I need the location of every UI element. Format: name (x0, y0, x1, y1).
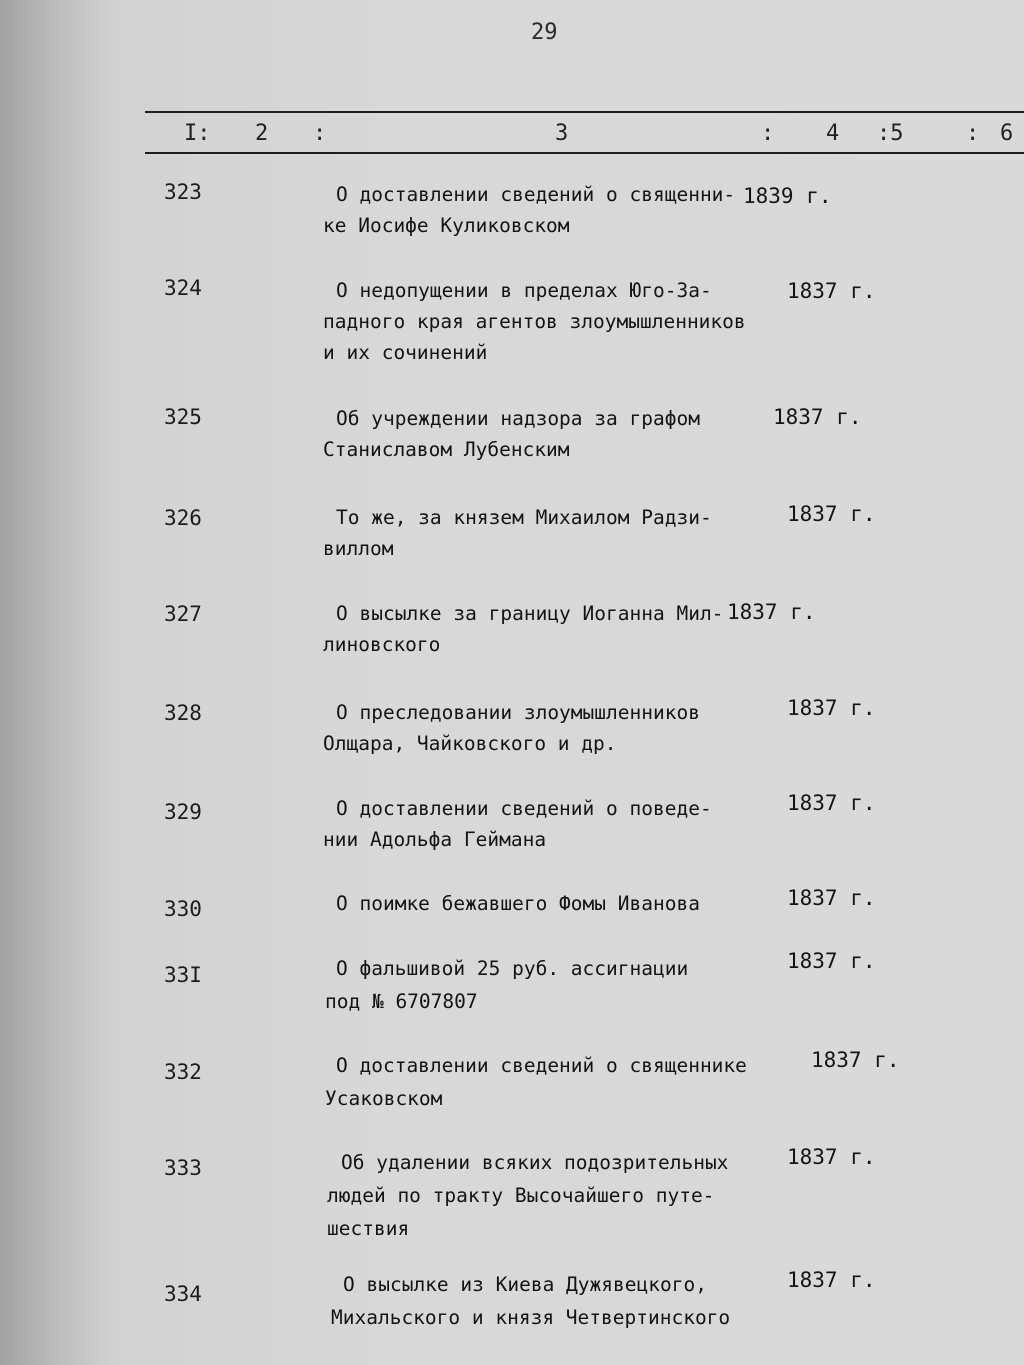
entry-year: 1837 г. (773, 405, 862, 429)
entry-title-line: Станиславом Лубенским (323, 438, 570, 461)
entry-year: 1837 г. (787, 696, 876, 720)
entry-number: 333 (164, 1156, 202, 1180)
entry-number: 328 (164, 701, 202, 725)
entry-number: 332 (164, 1060, 202, 1084)
entry-title-line: виллом (323, 537, 394, 560)
entry-year: 1837 г. (811, 1048, 900, 1072)
header-col-1: I: (184, 121, 211, 146)
entry-number: 330 (164, 897, 202, 921)
header-sep-1: : (313, 121, 327, 146)
entry-title-line: людей по тракту Высочайшего путе- (327, 1184, 715, 1207)
entry-title-line: О доставлении сведений о священнике (336, 1054, 747, 1077)
entry-year: 1837 г. (727, 600, 816, 624)
binding-shadow (0, 0, 110, 1365)
entry-number: 327 (164, 602, 202, 626)
header-col-4: 4 (826, 121, 840, 146)
entry-title-line: линовского (323, 633, 441, 656)
entry-number: 33I (164, 963, 202, 987)
entry-title-line: О доставлении сведений о священни- (336, 183, 736, 206)
header-col-5: :5 (877, 121, 904, 146)
header-rule-bottom (145, 152, 1024, 154)
entry-number: 323 (164, 180, 202, 204)
entry-title-line: шествия (327, 1217, 410, 1240)
entry-number: 326 (164, 506, 202, 530)
entry-number: 334 (164, 1282, 202, 1306)
entry-year: 1837 г. (787, 1268, 876, 1292)
entry-year: 1837 г. (787, 1145, 876, 1169)
header-sep-3: : (966, 121, 980, 146)
page-number: 29 (531, 20, 558, 45)
entry-year: 1837 г. (787, 279, 876, 303)
entry-title-line: О преследовании злоумышленников (336, 701, 700, 724)
entry-year: 1837 г. (787, 502, 876, 526)
entry-year: 1839 г. (743, 184, 832, 208)
entry-number: 325 (164, 405, 202, 429)
header-sep-2: : (761, 121, 775, 146)
entry-title-line: О высылке за границу Иоганна Мил- (336, 602, 724, 625)
entry-title-line: О поимке бежавшего Фомы Иванова (336, 892, 700, 915)
entry-title-line: падного края агентов злоумышленников (323, 310, 746, 333)
header-rule-top (145, 111, 1024, 113)
entry-title-line: Усаковском (325, 1087, 443, 1110)
header-col-6: 6 (1000, 121, 1014, 146)
entry-title-line: Олщара, Чайковского и др. (323, 732, 617, 755)
entry-title-line: О фальшивой 25 руб. ассигнации (336, 957, 689, 980)
header-col-3: 3 (555, 121, 569, 146)
entry-title-line: ке Иосифе Куликовском (323, 214, 570, 237)
entry-title-line: То же, за князем Михаилом Радзи- (336, 506, 712, 529)
entry-year: 1837 г. (787, 886, 876, 910)
entry-title-line: Об учреждении надзора за графом (336, 407, 700, 430)
entry-year: 1837 г. (787, 791, 876, 815)
entry-title-line: Михальского и князя Четвертинского (331, 1306, 731, 1329)
entry-title-line: под № 6707807 (325, 990, 478, 1013)
entry-number: 329 (164, 800, 202, 824)
entry-title-line: и их сочинений (323, 341, 488, 364)
header-col-2: 2 (255, 121, 269, 146)
entry-title-line: О доставлении сведений о поведе- (336, 797, 712, 820)
entry-number: 324 (164, 276, 202, 300)
entry-title-line: Об удалении всяких подозрительных (341, 1151, 729, 1174)
entry-title-line: О высылке из Киева Дужявецкого, (343, 1273, 707, 1296)
entry-title-line: нии Адольфа Геймана (323, 828, 547, 851)
entry-year: 1837 г. (787, 949, 876, 973)
entry-title-line: О недопущении в пределах Юго-За- (336, 279, 712, 302)
